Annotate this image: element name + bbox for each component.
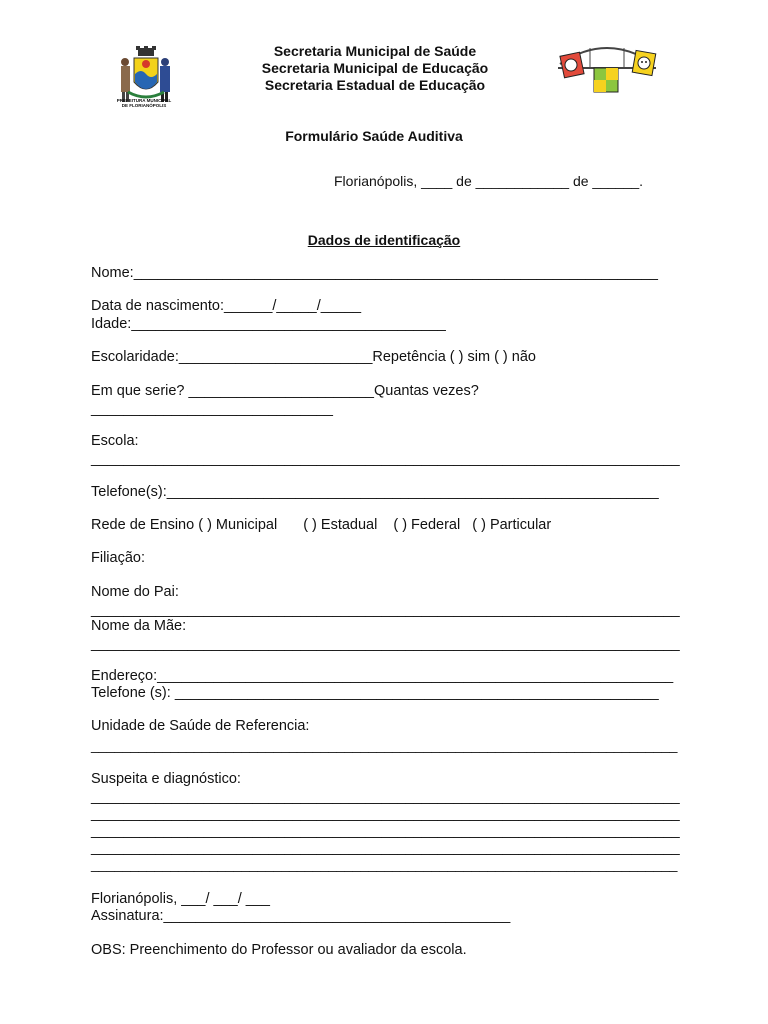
- mae-label: Nome da Mãe:: [91, 618, 187, 634]
- suspeita-field-line[interactable]: _________________________________________________________________________: [91, 840, 680, 856]
- telefone-field[interactable]: Telefone(s):_____________________________________________________________: [91, 484, 659, 500]
- header-line-state-education: Secretaria Estadual de Educação: [264, 77, 486, 93]
- assinatura-field[interactable]: Assinatura:___________________________________________: [91, 908, 511, 924]
- unidade-saude-field-line[interactable]: __________________________________________________________________________: [91, 738, 678, 754]
- serie-field-line[interactable]: ______________________________: [91, 401, 333, 417]
- rede-ensino-row: [91, 517, 551, 534]
- place-date-line[interactable]: Florianópolis, ____ de ____________ de ______.: [334, 173, 644, 189]
- header-block: [200, 43, 550, 94]
- serie-field[interactable]: Em que serie? _______________________Quantas vezes?: [91, 383, 479, 399]
- header-line-health: Secretaria Municipal de Saúde: [273, 43, 477, 59]
- kids-bridge-logo-icon: [556, 40, 658, 96]
- section-title: Dados de identificação: [307, 232, 461, 248]
- obs-note: OBS: Preenchimento do Professor ou avaliador da escola.: [91, 942, 467, 958]
- form-title: Formulário Saúde Auditiva: [285, 128, 463, 144]
- nome-field[interactable]: Nome:_________________________________________________________________: [91, 265, 658, 281]
- rede-federal-option[interactable]: ( ) Federal: [393, 517, 461, 533]
- unidade-saude-label: Unidade de Saúde de Referencia:: [91, 718, 310, 734]
- header-line-municipal-education: Secretaria Municipal de Educação: [261, 60, 489, 76]
- rede-estadual-option[interactable]: ( ) Estadual: [303, 517, 378, 533]
- left-logo-caption: PREFEITURA MUNICIPAL DE FLORIANÓPOLIS: [116, 98, 172, 108]
- escola-label: Escola:: [91, 433, 139, 449]
- idade-field[interactable]: Idade:_______________________________________: [91, 316, 446, 332]
- data-final-field[interactable]: Florianópolis, ___/ ___/ ___: [91, 891, 270, 907]
- escola-field-line[interactable]: _________________________________________________________________________: [91, 451, 680, 467]
- pai-field-line[interactable]: _________________________________________________________________________: [91, 602, 680, 618]
- suspeita-field-line[interactable]: _________________________________________________________________________: [91, 806, 680, 822]
- filiacao-label: Filiação:: [91, 550, 145, 566]
- telefone-responsavel-field[interactable]: Telefone (s): ____________________________________________________________: [91, 685, 659, 701]
- rede-particular-option[interactable]: ( ) Particular: [472, 517, 552, 533]
- pai-label: Nome do Pai:: [91, 584, 179, 600]
- endereco-field[interactable]: Endereço:________________________________________________________________: [91, 668, 674, 684]
- escolaridade-field[interactable]: Escolaridade:________________________Repetência ( ) sim ( ) não: [91, 349, 536, 365]
- suspeita-field-line[interactable]: _________________________________________________________________________: [91, 789, 680, 805]
- mae-field-line[interactable]: _________________________________________________________________________: [91, 636, 680, 652]
- suspeita-field-line[interactable]: _________________________________________________________________________: [91, 823, 680, 839]
- suspeita-field-line[interactable]: __________________________________________________________________________: [91, 857, 678, 873]
- suspeita-label: Suspeita e diagnóstico:: [91, 771, 241, 787]
- nascimento-field[interactable]: Data de nascimento:______/_____/_____: [91, 298, 362, 314]
- rede-municipal-option[interactable]: Rede de Ensino ( ) Municipal: [91, 517, 278, 533]
